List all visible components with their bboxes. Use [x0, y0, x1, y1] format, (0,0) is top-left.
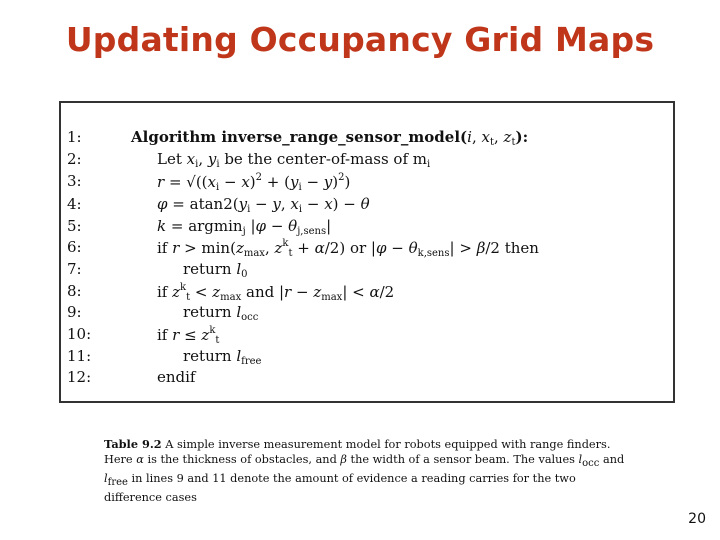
table-caption	[104, 437, 634, 505]
code-segment: k	[209, 325, 216, 336]
code-segment: x	[324, 195, 333, 213]
code-segment: i	[216, 182, 220, 193]
code-segment: z	[313, 283, 322, 301]
caption-text-2: is the thickness of obstacles, and	[143, 453, 341, 466]
code-segment: x	[186, 150, 196, 168]
code-segment: ≤	[179, 326, 202, 344]
line-number: 8:	[67, 282, 82, 300]
line-code	[157, 238, 539, 259]
code-segment: t	[288, 248, 293, 259]
code-segment: = argmin	[166, 217, 243, 235]
code-segment: occ	[241, 312, 259, 323]
line-number: 4:	[67, 195, 82, 213]
code-segment: ,	[493, 128, 504, 146]
code-segment: )	[249, 173, 256, 191]
line-code	[157, 325, 219, 346]
code-segment: /2 then	[485, 239, 539, 257]
code-segment: z	[274, 239, 283, 257]
line-number: 6:	[67, 238, 82, 256]
code-segment: k	[157, 217, 167, 235]
code-segment: ):	[515, 128, 529, 146]
code-segment: ) −	[332, 195, 361, 213]
code-segment: i	[427, 159, 431, 170]
code-segment: j,sens	[297, 226, 327, 237]
code-segment: φ	[375, 239, 387, 257]
caption-l-occ: l	[578, 453, 583, 466]
code-segment: <	[190, 283, 213, 301]
line-number: 3:	[67, 172, 82, 190]
code-segment: Let	[157, 150, 187, 168]
code-segment: r	[157, 173, 165, 191]
caption-text-4: and	[599, 453, 625, 466]
code-segment: i	[298, 204, 303, 215]
code-segment: and |	[241, 283, 285, 301]
code-segment: | <	[342, 283, 370, 301]
caption-label: Table 9.2	[104, 437, 162, 451]
code-segment: k,sens	[417, 248, 450, 259]
line-number: 2:	[67, 150, 82, 168]
code-segment: φ	[157, 195, 168, 213]
code-segment: )	[344, 173, 351, 191]
code-segment: α	[369, 283, 380, 301]
code-segment: ,	[471, 128, 482, 146]
code-segment: Algorithm inverse_range_sensor_model(	[131, 128, 468, 146]
code-segment: |	[326, 217, 332, 235]
code-segment: ,	[280, 195, 291, 213]
line-number: 1:	[67, 128, 82, 146]
code-segment: y	[290, 173, 299, 191]
code-segment: if	[157, 326, 173, 344]
code-segment: i	[195, 159, 199, 170]
code-segment: i	[298, 182, 302, 193]
line-number: 10:	[67, 325, 92, 343]
line-code	[183, 347, 261, 367]
code-segment: +	[292, 239, 315, 257]
code-segment: z	[172, 283, 181, 301]
code-segment: β	[476, 239, 486, 257]
code-segment: be the center-of-mass of m	[219, 150, 427, 168]
code-segment: t	[511, 137, 516, 148]
code-segment: 0	[241, 269, 248, 280]
code-segment: z	[235, 239, 244, 257]
line-code	[157, 217, 331, 237]
code-segment: l	[236, 347, 242, 365]
code-segment: 2	[338, 172, 345, 183]
code-segment: x	[481, 128, 490, 146]
code-segment: z	[212, 283, 221, 301]
code-segment: endif	[157, 368, 196, 386]
code-segment: > min(	[179, 239, 236, 257]
code-segment: z	[201, 326, 210, 344]
code-segment: return	[183, 347, 237, 365]
code-segment: θ	[288, 217, 298, 235]
line-code	[157, 368, 196, 386]
code-segment: y	[323, 173, 333, 191]
code-segment: = atan2(	[167, 195, 239, 213]
code-segment: φ	[255, 217, 267, 235]
code-segment: θ	[408, 239, 418, 257]
caption-l-occ-sub: occ	[582, 458, 600, 469]
code-segment: −	[386, 239, 409, 257]
line-number: 12:	[67, 368, 92, 386]
line-code	[157, 195, 370, 215]
caption-text-3: the width of a sensor beam. The values	[346, 453, 579, 466]
line-number: 7:	[67, 260, 82, 278]
code-segment: −	[266, 217, 289, 235]
code-segment: ,	[264, 239, 275, 257]
code-segment: −	[219, 173, 242, 191]
code-segment: max	[220, 292, 242, 303]
page-number: 20	[688, 511, 706, 527]
code-segment: /2) or |	[324, 239, 376, 257]
code-segment: if	[157, 283, 173, 301]
code-segment: /2	[379, 283, 395, 301]
code-segment: t	[489, 137, 494, 148]
code-segment: return	[183, 260, 237, 278]
code-segment: θ	[360, 195, 370, 213]
code-segment: −	[302, 195, 325, 213]
code-segment: ,	[198, 150, 208, 168]
code-segment: r	[284, 283, 292, 301]
code-segment: z	[503, 128, 512, 146]
code-segment: i	[247, 204, 251, 215]
code-segment: −	[250, 195, 273, 213]
code-segment: x	[207, 173, 217, 191]
code-segment: + (	[262, 173, 290, 191]
code-segment: y	[238, 195, 248, 213]
line-number: 9:	[67, 303, 82, 321]
code-segment: k	[282, 238, 289, 249]
code-segment: max	[243, 248, 265, 259]
code-segment: i	[216, 159, 220, 170]
line-code	[157, 282, 394, 303]
code-segment: l	[236, 303, 242, 321]
code-segment: −	[291, 283, 314, 301]
code-segment: 2	[255, 172, 263, 183]
caption-text-1: A simple inverse measurement model for robots equipped with range finders. Here	[104, 438, 611, 466]
line-code	[157, 150, 430, 170]
code-segment: α	[314, 239, 325, 257]
caption-l-free: l	[104, 472, 108, 485]
code-segment: t	[186, 292, 191, 303]
code-segment: = √((	[164, 173, 208, 191]
line-code	[183, 260, 248, 280]
line-number: 11:	[67, 347, 92, 365]
code-segment: i	[467, 128, 472, 146]
caption-beta: β	[340, 453, 347, 466]
slide-title: Updating Occupancy Grid Maps	[65, 20, 655, 59]
code-segment: max	[321, 292, 343, 303]
caption-alpha: α	[136, 453, 144, 466]
code-segment: x	[241, 173, 250, 191]
code-segment: free	[241, 356, 262, 367]
code-segment: if	[157, 239, 173, 257]
code-segment: |	[245, 217, 256, 235]
line-code	[183, 303, 258, 323]
code-segment: | >	[449, 239, 477, 257]
code-segment: y	[207, 150, 217, 168]
code-segment: l	[236, 260, 242, 278]
code-segment: k	[180, 282, 187, 293]
line-code	[131, 128, 528, 148]
caption-text-5: in lines 9 and 11 denote the amount of evidence a reading carries for the two difference cases	[104, 472, 576, 504]
code-segment: y	[272, 195, 281, 213]
line-code	[157, 172, 350, 193]
caption-l-free-sub: free	[107, 477, 128, 488]
code-segment: x	[290, 195, 299, 213]
code-segment: r	[172, 326, 180, 344]
code-segment: )	[332, 173, 339, 191]
code-segment: −	[301, 173, 324, 191]
line-number: 5:	[67, 217, 82, 235]
code-segment: t	[215, 335, 220, 346]
algorithm-box	[59, 101, 675, 403]
code-segment: r	[172, 239, 180, 257]
code-segment: j	[242, 226, 246, 237]
code-segment: return	[183, 303, 237, 321]
